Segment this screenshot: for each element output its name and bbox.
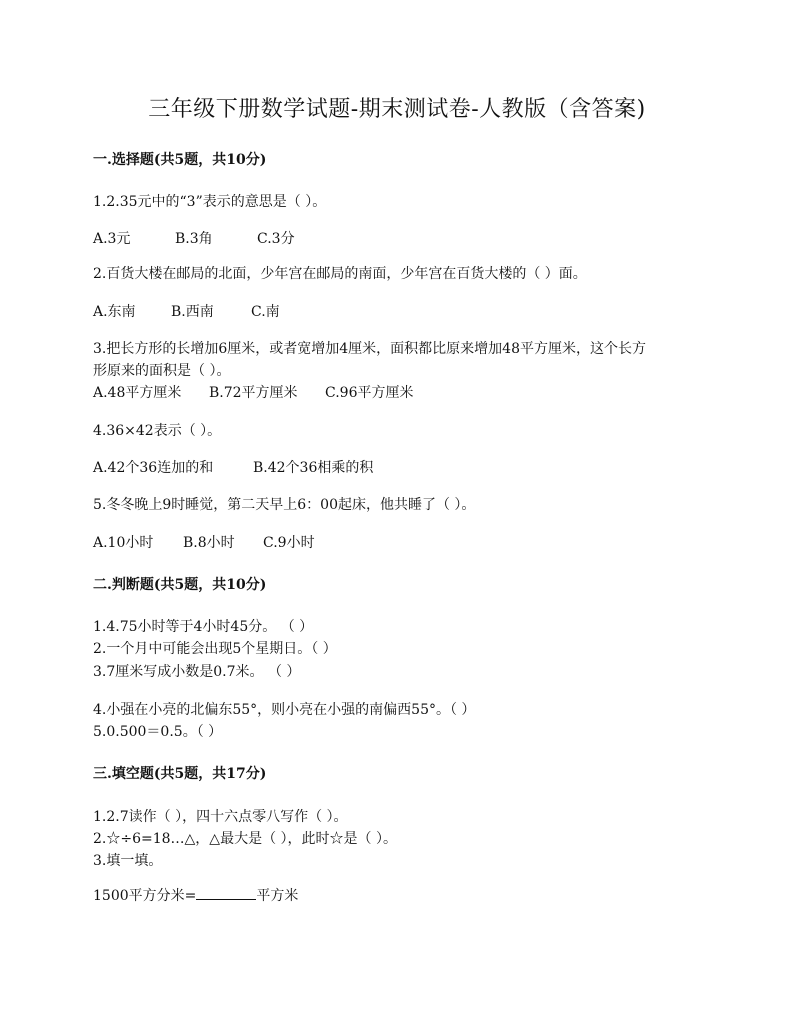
choice-options-1 [93, 228, 295, 248]
section-heading-choice: 一.选择题(共5题，共10分) [93, 152, 267, 168]
choice-options-2 [93, 301, 280, 321]
option-b: B.西南 [171, 304, 214, 320]
judge-question-3: 3.7厘米写成小数是0.7米。 （ ） [93, 664, 301, 680]
fill-question-3-subitem [93, 885, 298, 905]
section-heading-fill: 三.填空题(共5题，共17分) [93, 766, 267, 782]
answer-blank[interactable] [196, 885, 256, 900]
choice-options-3 [93, 382, 413, 402]
page-title: 三年级下册数学试题-期末测试卷-人教版（含答案) [148, 97, 646, 122]
section-heading-judge: 二.判断题(共5题，共10分) [93, 577, 267, 593]
option-c: C.南 [251, 304, 280, 320]
option-a: A.10小时 [93, 535, 154, 551]
judge-question-2: 2.一个月中可能会出现5个星期日。（ ） [93, 641, 337, 657]
fill-subitem-left: 1500平方分米= [93, 888, 197, 904]
choice-question-1: 1.2.35元中的“3”表示的意思是（ ）。 [93, 194, 327, 210]
option-c: C.96平方厘米 [325, 385, 414, 401]
option-a: A.42个36连加的和 [93, 460, 214, 476]
option-a: A.3元 [93, 231, 131, 247]
choice-question-5: 5.冬冬晚上9时睡觉，第二天早上6：00起床，他共睡了（ ）。 [93, 497, 476, 513]
choice-options-4 [93, 457, 373, 477]
choice-question-3-line-2: 形原来的面积是（ ）。 [93, 363, 231, 379]
option-b: B.72平方厘米 [209, 385, 298, 401]
fill-question-2: 2.☆÷6=18…△，△最大是（ ），此时☆是（ ）。 [93, 831, 397, 847]
judge-question-5: 5.0.500＝0.5。（ ） [93, 724, 223, 740]
fill-question-3: 3.填一填。 [93, 853, 163, 869]
choice-options-5 [93, 532, 315, 552]
option-a: A.东南 [93, 304, 136, 320]
choice-question-2: 2.百货大楼在邮局的北面，少年宫在邮局的南面，少年宫在百货大楼的（ ）面。 [93, 266, 587, 282]
judge-question-1: 1.4.75小时等于4小时45分。 （ ） [93, 619, 314, 635]
option-b: B.8小时 [183, 535, 235, 551]
fill-question-1: 1.2.7读作（ ），四十六点零八写作（ ）。 [93, 809, 348, 825]
choice-question-4: 4.36×42表示（ ）。 [93, 423, 222, 439]
option-c: C.3分 [257, 231, 295, 247]
judge-question-4: 4.小强在小亮的北偏东55°，则小亮在小强的南偏西55°。（ ） [93, 702, 476, 718]
fill-subitem-right: 平方米 [256, 888, 299, 904]
choice-question-3-line-1: 3.把长方形的长增加6厘米，或者宽增加4厘米，面积都比原来增加48平方厘米，这个长方 [93, 341, 646, 357]
option-a: A.48平方厘米 [93, 385, 182, 401]
option-b: B.42个36相乘的积 [253, 460, 374, 476]
option-b: B.3角 [175, 231, 213, 247]
option-c: C.9小时 [263, 535, 315, 551]
